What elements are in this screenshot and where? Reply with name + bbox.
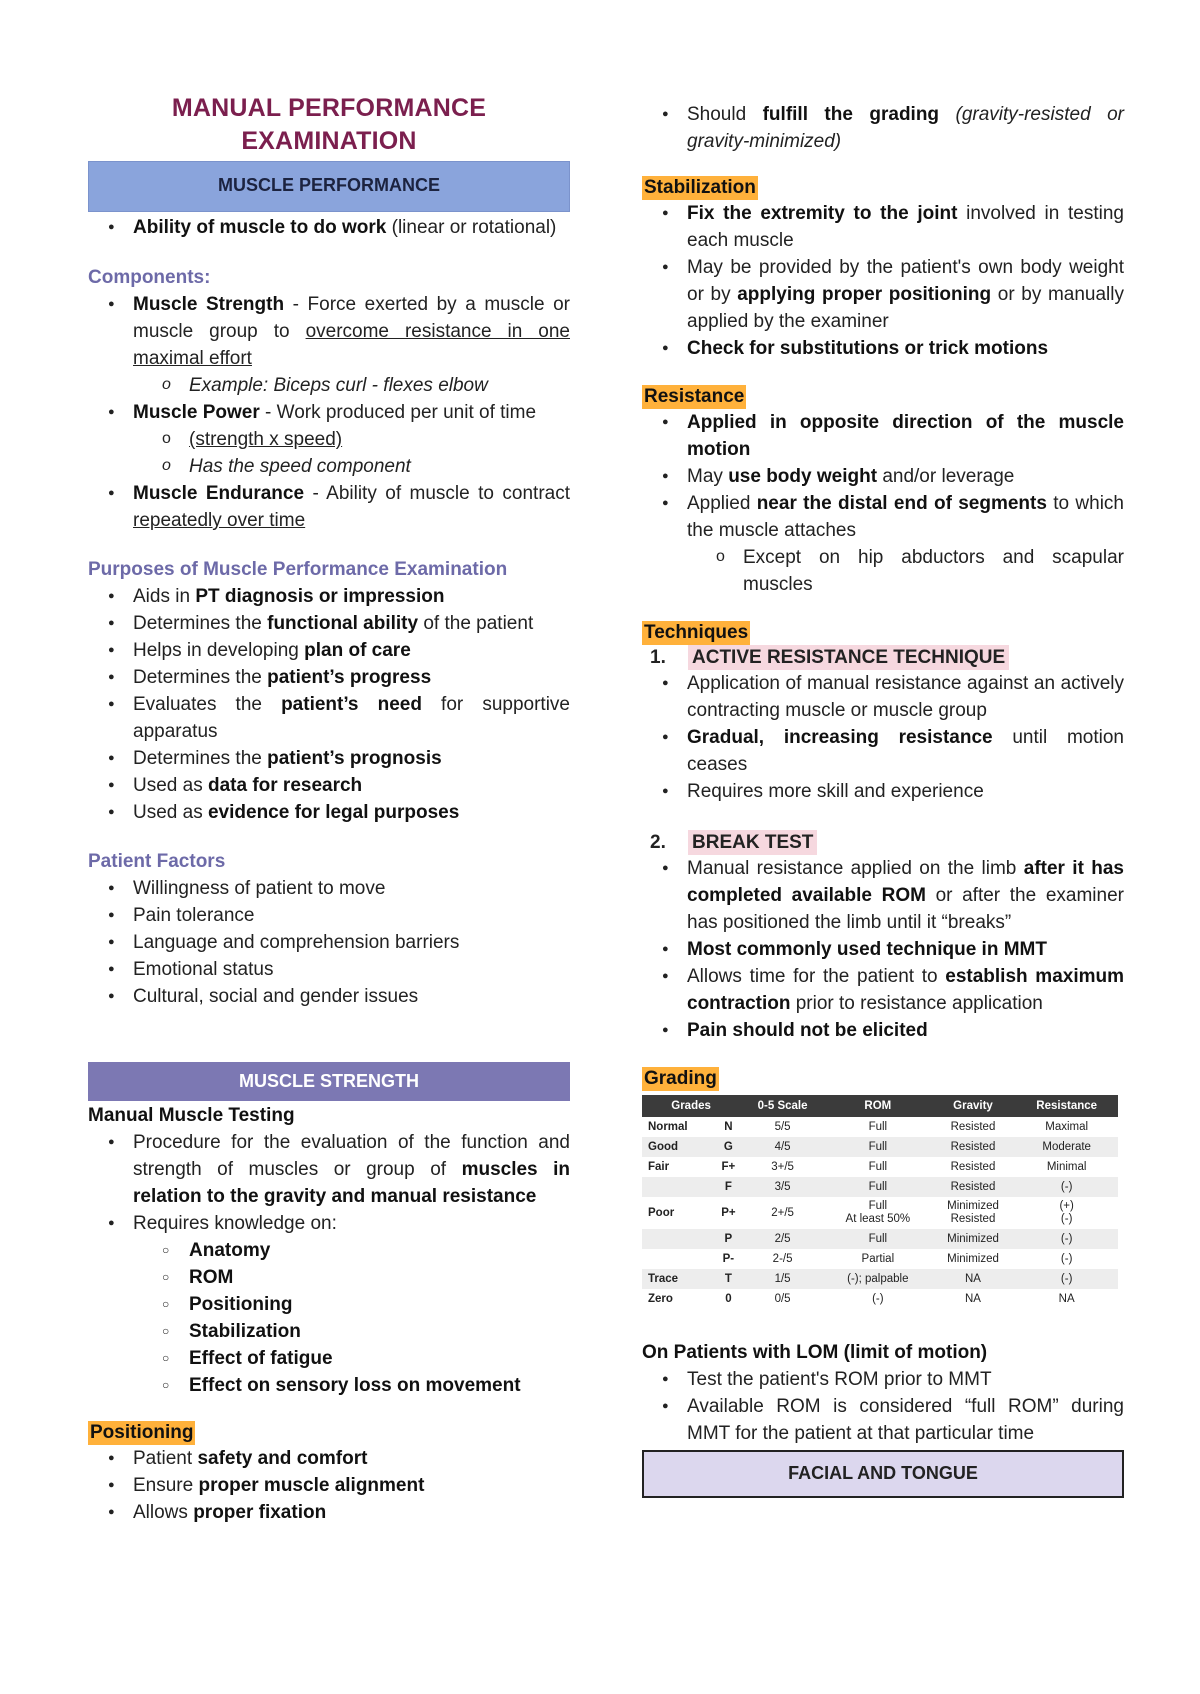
grading-cell: NA: [965, 1292, 981, 1305]
grading-cell: [642, 1229, 717, 1249]
list-item: ● Procedure for the evaluation of the function and strength of muscles or group of muscles in relation to the gravity and manual resistance: [88, 1129, 570, 1210]
item-text: Allows: [133, 1502, 194, 1523]
technique-1-heading: 1. ACTIVE RESISTANCE TECHNIQUE: [642, 645, 1124, 670]
list-item: [88, 610, 570, 637]
lom-header: On Patients with LOM (limit of motion): [642, 1342, 988, 1363]
list-item: ● Manual resistance applied on the limb after it has completed available ROM or after the examiner has positioned the limb until it “breaks”: [642, 855, 1124, 936]
list-item: [88, 1291, 570, 1318]
list-item: ● Requires more skill and experience: [642, 778, 1124, 805]
list-item: [88, 583, 570, 610]
item-text: Determines the: [133, 748, 268, 769]
item-text: Aids in: [133, 586, 196, 607]
grading-cell: Full: [825, 1177, 931, 1197]
facial-tongue-bar: FACIAL AND TONGUE: [642, 1450, 1124, 1498]
list-item: ● Gradual, increasing resistance until motion ceases: [642, 724, 1124, 778]
list-item: [88, 1318, 570, 1345]
grading-cell: Good: [642, 1137, 717, 1157]
list-item: ● Requires knowledge on:: [88, 1210, 570, 1237]
list-item: [88, 1264, 570, 1291]
grading-cell: [825, 1197, 931, 1229]
item-bold: functional ability: [267, 613, 419, 634]
item-bold: Anatomy: [189, 1240, 271, 1261]
patient-factors-header: Patient Factors: [88, 851, 226, 872]
item-bold: proper muscle alignment: [198, 1475, 425, 1496]
grading-cell-line: (+): [1059, 1200, 1074, 1212]
purposes-list: [88, 583, 570, 826]
list-item: [88, 1237, 570, 1264]
item-bold: evidence for legal purposes: [207, 802, 460, 823]
resistance-section: [642, 385, 1124, 409]
list-item: [88, 799, 570, 826]
item-bold: PT diagnosis or impression: [195, 586, 445, 607]
list-item: [88, 691, 570, 745]
item-bold: patient’s progress: [267, 667, 432, 688]
grading-cell-line: Full: [868, 1200, 888, 1212]
list-item: [88, 1499, 570, 1526]
item-text: Patient: [133, 1448, 198, 1469]
left-column: [88, 0, 570, 1526]
grading-table-row: [642, 1229, 1118, 1249]
grading-cell-line: Resisted: [950, 1213, 996, 1225]
grading-cell: Trace: [642, 1269, 717, 1289]
grading-cell: T: [717, 1269, 741, 1289]
grading-cell: 5/5: [774, 1120, 791, 1133]
grading-cell: 3/5: [740, 1177, 825, 1197]
list-item: ● Most commonly used technique in MMT: [642, 936, 1124, 963]
item-bold: plan of care: [304, 640, 411, 661]
grading-cell: P-: [722, 1252, 735, 1265]
list-item: o (strength x speed): [88, 426, 570, 453]
grading-cell: Maximal: [1045, 1120, 1089, 1133]
list-item: ● Cultural, social and gender issues: [88, 983, 570, 1010]
grading-top-list: [642, 101, 1124, 155]
grading-cell: [931, 1197, 1016, 1229]
grading-table: [642, 1095, 1118, 1309]
patient-factors-list: [88, 875, 570, 1010]
item-text: Determines the: [133, 613, 268, 634]
grading-header: Grading: [644, 1068, 717, 1089]
grading-cell: 4/5: [740, 1137, 825, 1157]
grading-cell: 3+/5: [771, 1160, 794, 1173]
mmt-list: [88, 1129, 570, 1237]
grading-cell: Resisted: [931, 1177, 1016, 1197]
item-text: Used as: [133, 802, 208, 823]
grading-column-header: 0-5 Scale: [740, 1095, 825, 1117]
list-item: [88, 772, 570, 799]
grading-table-row: [642, 1137, 1118, 1157]
grading-cell: Full: [825, 1229, 931, 1249]
grading-cell-line: At least 50%: [845, 1213, 911, 1225]
grading-column-header: ROM: [825, 1095, 931, 1117]
title-line-2: EXAMINATION: [241, 127, 417, 155]
item-text: Used as: [133, 775, 208, 796]
positioning-header: Positioning: [90, 1422, 194, 1443]
list-item: [88, 637, 570, 664]
grading-table-row: [642, 1117, 1118, 1137]
grading-cell: G: [717, 1137, 741, 1157]
list-item: o Except on hip abductors and scapular muscles: [642, 544, 1124, 598]
grading-cell: Normal: [648, 1120, 688, 1133]
item-bold: Effect on sensory loss on movement: [189, 1375, 521, 1396]
grading-cell: Minimal: [1046, 1160, 1087, 1173]
list-item: ● Check for substitutions or trick motions: [642, 335, 1124, 362]
grading-table-row: [642, 1157, 1118, 1177]
grading-cell: NA: [1058, 1292, 1075, 1305]
definition-list: [88, 214, 570, 241]
list-item: ● Application of manual resistance against an actively contracting muscle or muscle group: [642, 670, 1124, 724]
item-text: for supportive apparatus: [133, 694, 570, 742]
muscle-strength-bar: MUSCLE STRENGTH: [88, 1062, 570, 1101]
right-column: [642, 0, 1124, 1498]
list-item: ● Ability of muscle to do work (linear or rotational): [88, 214, 570, 241]
list-item: ● Muscle Strength - Force exerted by a muscle or muscle group to overcome resistance in one maximal effort: [88, 291, 570, 372]
item-bold: patient’s prognosis: [267, 748, 442, 769]
item-bold: proper fixation: [193, 1502, 327, 1523]
grading-cell: 0: [725, 1292, 732, 1305]
list-item: ● Pain tolerance: [88, 902, 570, 929]
list-item: o Example: Biceps curl - flexes elbow: [88, 372, 570, 399]
grading-cell-line: Minimized: [947, 1200, 999, 1212]
components-list: [88, 291, 570, 534]
grading-section: [642, 1067, 1124, 1091]
stabilization-section: [642, 176, 1124, 200]
grading-cell: (-): [872, 1292, 884, 1305]
grading-cell: Minimized: [947, 1252, 999, 1265]
resistance-list: [642, 409, 1124, 598]
list-item: [88, 1472, 570, 1499]
item-text: Determines the: [133, 667, 268, 688]
list-item: ● May use body weight and/or leverage: [642, 463, 1124, 490]
grading-cell: [642, 1177, 717, 1197]
stabilization-list: [642, 200, 1124, 362]
grading-cell: P: [717, 1229, 741, 1249]
grading-cell: (-); palpable: [825, 1269, 931, 1289]
grading-cell: N: [724, 1120, 733, 1133]
item-bold: patient’s need: [281, 694, 422, 715]
grading-table-row: [642, 1269, 1118, 1289]
grading-cell: F: [717, 1177, 741, 1197]
item-text: Ensure: [133, 1475, 199, 1496]
grading-cell: (-): [1015, 1229, 1118, 1249]
technique-2-list: [642, 855, 1124, 1044]
technique-1-list: [642, 670, 1124, 805]
list-item: [88, 1445, 570, 1472]
list-item: ● Should fulfill the grading (gravity-resisted or gravity-minimized): [642, 101, 1124, 155]
list-item: [88, 1345, 570, 1372]
grading-column-header: Resistance: [1015, 1095, 1118, 1117]
grading-column-header: Grades: [642, 1095, 740, 1117]
item-bold: Positioning: [189, 1294, 293, 1315]
grading-cell: 2/5: [740, 1229, 825, 1249]
grading-cell: [1015, 1197, 1118, 1229]
item-text: Evaluates the: [133, 694, 282, 715]
grading-cell: (-): [1015, 1269, 1118, 1289]
positioning-section: [88, 1421, 570, 1445]
grading-cell: Minimized: [931, 1229, 1016, 1249]
list-item: ● Applied near the distal end of segments to which the muscle attaches: [642, 490, 1124, 544]
techniques-header: Techniques: [644, 622, 749, 643]
title-line-1: MANUAL PERFORMANCE: [171, 94, 487, 122]
list-item: ● Available ROM is considered “full ROM” during MMT for the patient at that particular time: [642, 1393, 1124, 1447]
grading-cell: Moderate: [1015, 1137, 1118, 1157]
grading-cell: NA: [931, 1269, 1016, 1289]
components-header: Components:: [88, 267, 211, 288]
grading-cell: 2-/5: [772, 1252, 793, 1265]
list-item: o Has the speed component: [88, 453, 570, 480]
grading-cell: Resisted: [950, 1160, 996, 1173]
item-bold: safety and comfort: [197, 1448, 368, 1469]
list-item: ● Applied in opposite direction of the muscle motion: [642, 409, 1124, 463]
list-item: ● Fix the extremity to the joint involved in testing each muscle: [642, 200, 1124, 254]
lom-list: [642, 1366, 1124, 1447]
purposes-header: Purposes of Muscle Performance Examination: [88, 559, 508, 580]
grading-cell: 2+/5: [771, 1206, 794, 1219]
grading-cell: Zero: [648, 1292, 673, 1305]
resistance-header: Resistance: [644, 386, 745, 407]
grading-table-row: [642, 1177, 1118, 1197]
list-item: ● Emotional status: [88, 956, 570, 983]
item-text: of the patient: [418, 613, 534, 634]
item-bold: data for research: [207, 775, 363, 796]
item-bold: ROM: [189, 1267, 234, 1288]
grading-column-header: Gravity: [931, 1095, 1016, 1117]
grading-table-row: [642, 1289, 1118, 1309]
grading-cell: P+: [721, 1206, 736, 1219]
page-title: [88, 92, 570, 158]
grading-cell: (-): [1015, 1177, 1118, 1197]
list-item: [88, 664, 570, 691]
grading-cell: Full: [825, 1137, 931, 1157]
grading-cell: 1/5: [740, 1269, 825, 1289]
grading-cell: 0/5: [774, 1292, 791, 1305]
grading-cell: Full: [868, 1160, 888, 1173]
item-text: Helps in developing: [133, 640, 305, 661]
list-item: ● Test the patient's ROM prior to MMT: [642, 1366, 1124, 1393]
stabilization-header: Stabilization: [644, 177, 756, 198]
list-item: ● Allows time for the patient to establish maximum contraction prior to resistance application: [642, 963, 1124, 1017]
list-item: [88, 745, 570, 772]
mmt-header: Manual Muscle Testing: [88, 1105, 295, 1126]
list-item: ● Willingness of patient to move: [88, 875, 570, 902]
grading-cell-line: (-): [1060, 1213, 1073, 1225]
positioning-list: [88, 1445, 570, 1526]
grading-cell: Resisted: [950, 1120, 996, 1133]
grading-cell: F+: [721, 1160, 736, 1173]
grading-cell: Full: [868, 1120, 888, 1133]
grading-cell: [642, 1249, 717, 1269]
muscle-performance-bar: MUSCLE PERFORMANCE: [88, 161, 570, 212]
technique-2-heading: 2. BREAK TEST: [642, 830, 1124, 855]
grading-cell: Fair: [648, 1160, 670, 1173]
list-item: [88, 1372, 570, 1399]
techniques-section: [642, 621, 1124, 645]
grading-cell: (-): [1060, 1252, 1073, 1265]
item-bold: Stabilization: [189, 1321, 301, 1342]
list-item: ● Pain should not be elicited: [642, 1017, 1124, 1044]
grading-table-row: [642, 1197, 1118, 1229]
item-bold: Effect of fatigue: [189, 1348, 333, 1369]
list-item: ● Language and comprehension barriers: [88, 929, 570, 956]
grading-cell: Poor: [648, 1206, 675, 1219]
grading-cell: Resisted: [931, 1137, 1016, 1157]
grading-table-row: [642, 1249, 1118, 1269]
grading-cell: Partial: [861, 1252, 895, 1265]
knowledge-list: [88, 1237, 570, 1399]
list-item: ● Muscle Power - Work produced per unit of time: [88, 399, 570, 426]
list-item: ● Muscle Endurance - Ability of muscle to contract repeatedly over time: [88, 480, 570, 534]
grading-table-header: [642, 1095, 1118, 1117]
list-item: ● May be provided by the patient's own body weight or by applying proper positioning or by manually applied by the examiner: [642, 254, 1124, 335]
